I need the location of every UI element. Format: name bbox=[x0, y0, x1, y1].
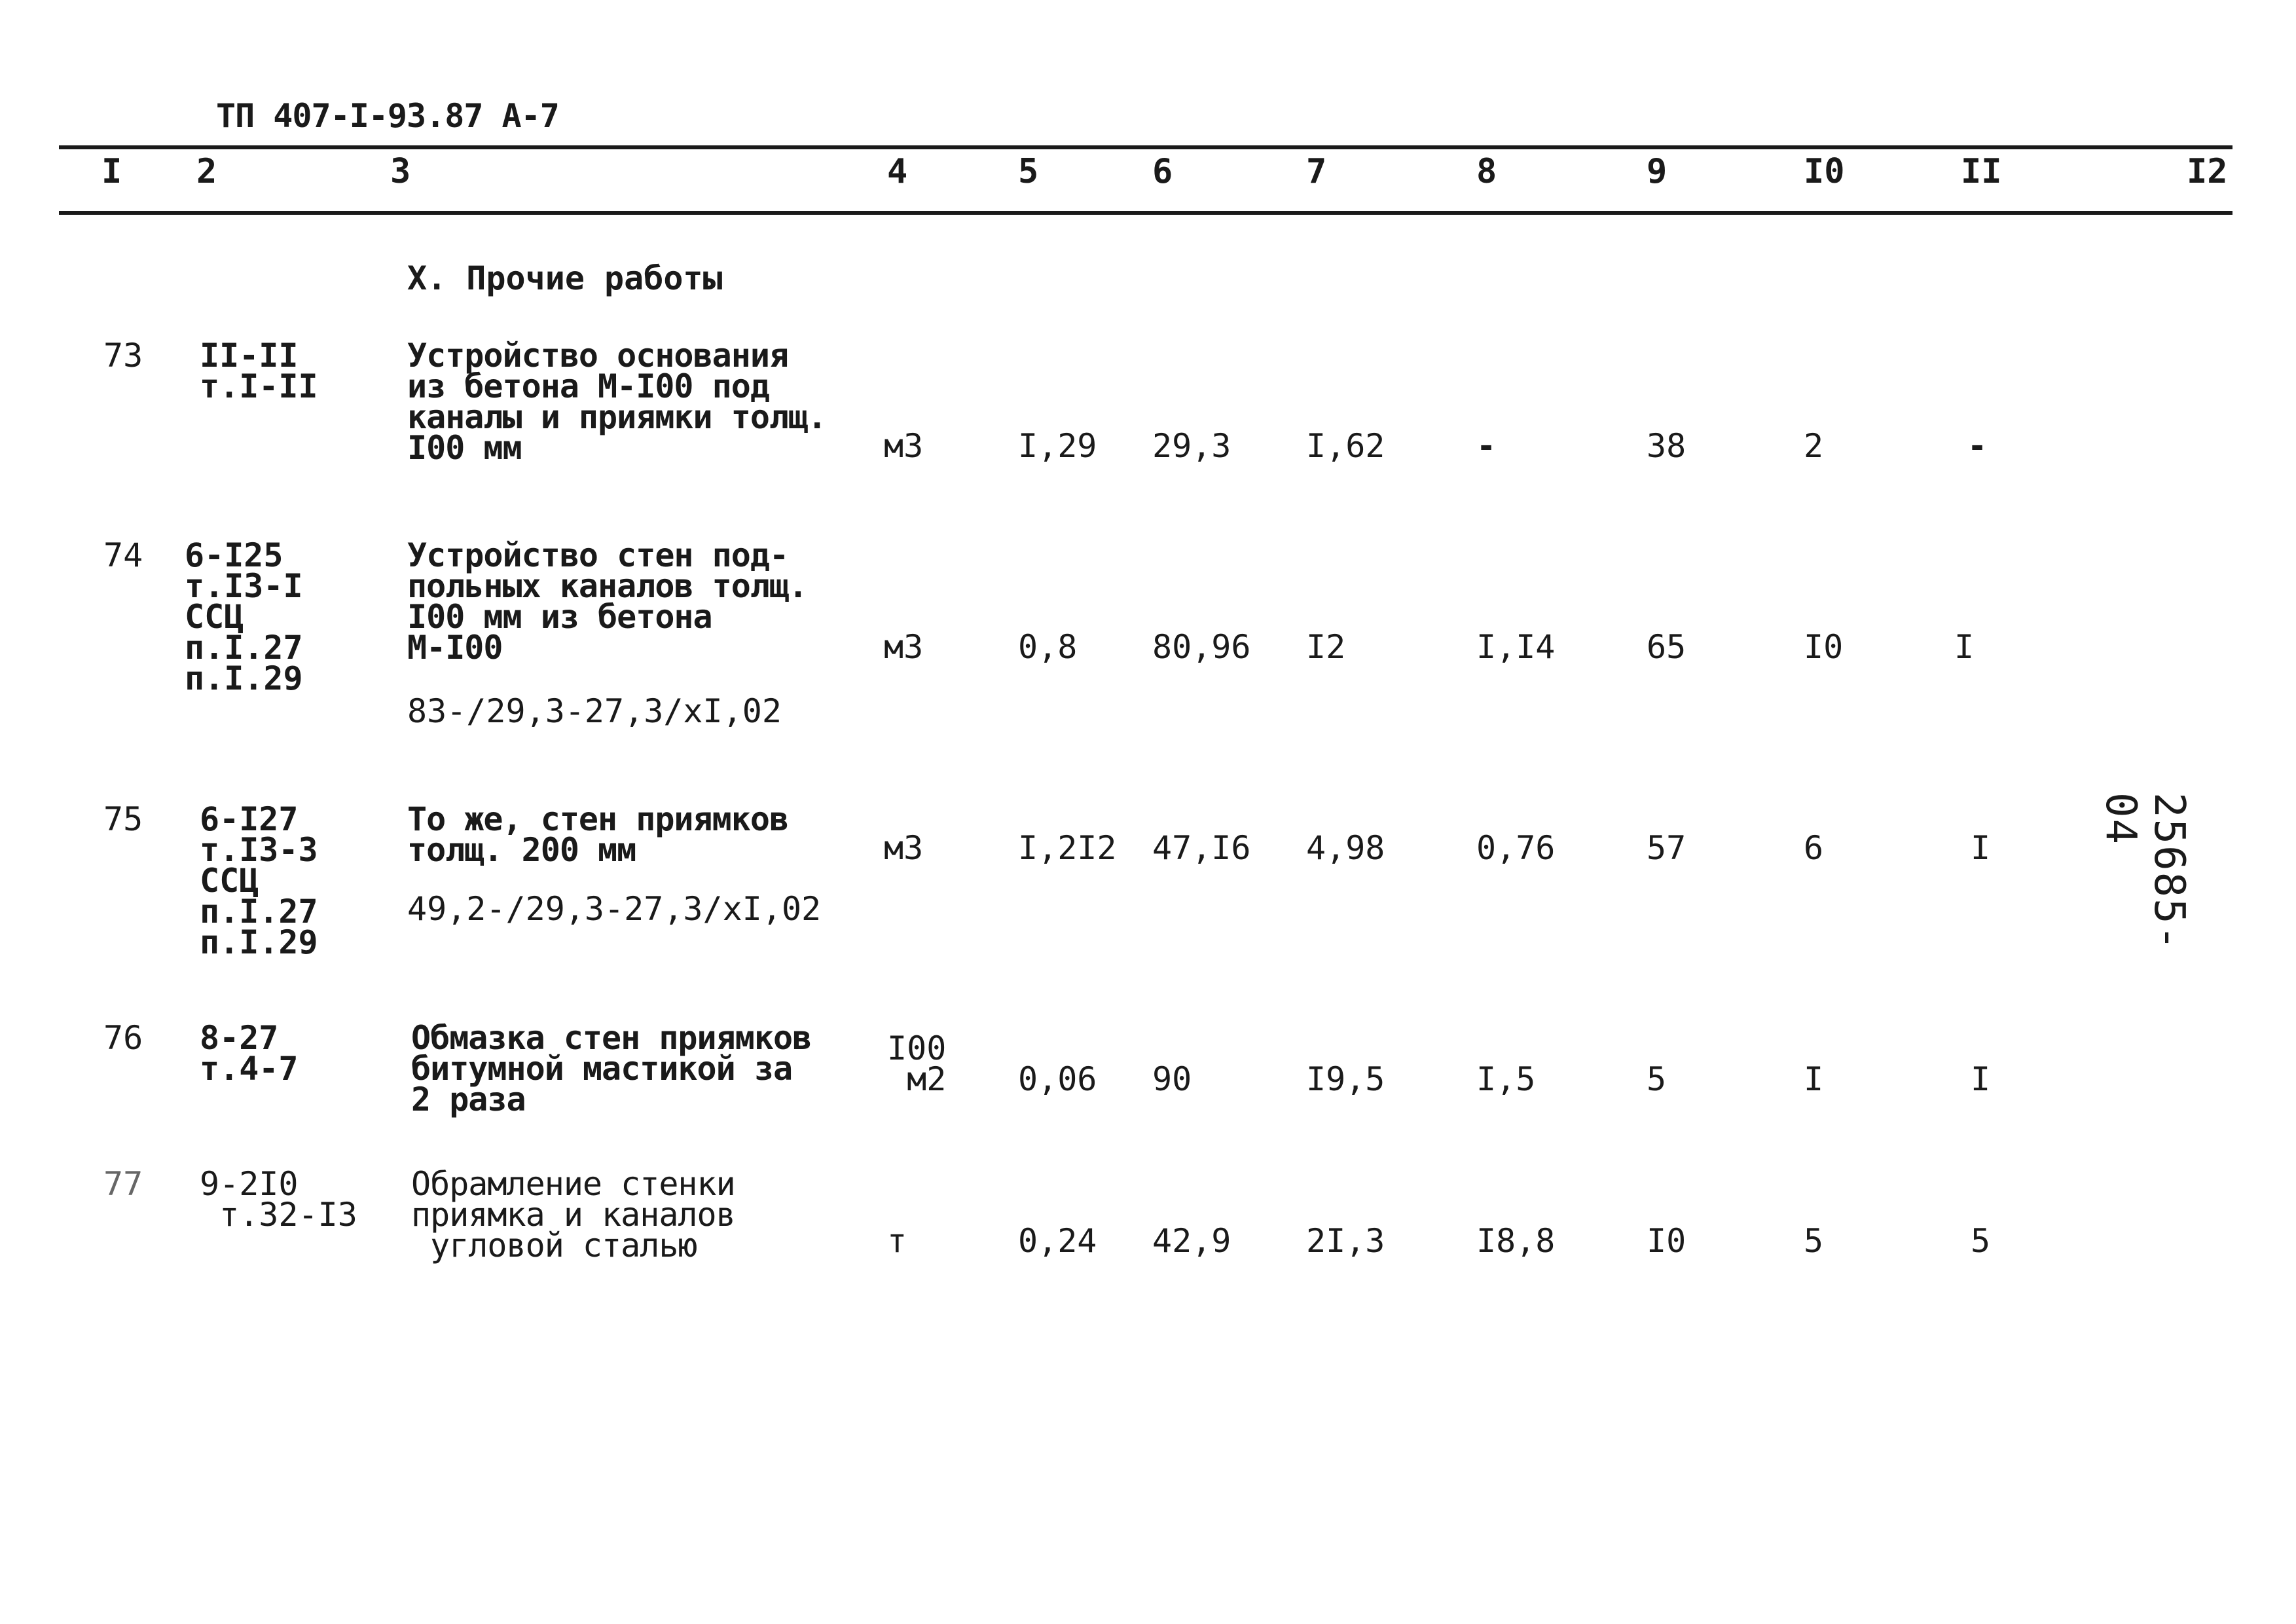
value-col-9: 65 bbox=[1647, 628, 1686, 666]
column-number-3: 3 bbox=[390, 152, 411, 191]
value-col-7: I2 bbox=[1306, 628, 1346, 666]
column-number-6: 6 bbox=[1152, 152, 1173, 191]
unit: I00 м2 bbox=[887, 1029, 947, 1098]
work-description: То же, стен приямков толщ. 200 мм bbox=[407, 800, 789, 869]
value-col-10: 5 bbox=[1804, 1222, 1824, 1260]
unit: т bbox=[887, 1222, 907, 1260]
value-col-9: I0 bbox=[1647, 1222, 1686, 1260]
norm-code: 6-I25 т.I3-I ССЦ п.I.27 п.I.29 bbox=[185, 536, 303, 697]
row-number: 73 bbox=[103, 337, 143, 375]
norm-code: II-II т.I-II bbox=[200, 337, 318, 405]
value-col-8: I,5 bbox=[1476, 1060, 1536, 1098]
work-description: Обрамление стенки приямка и каналов угловой сталью bbox=[411, 1165, 735, 1264]
unit: м3 bbox=[884, 829, 924, 867]
value-col-10: 6 bbox=[1804, 829, 1824, 867]
document-code: ТП 407-I-93.87 А-7 bbox=[216, 97, 559, 135]
column-number-9: 9 bbox=[1647, 152, 1667, 191]
value-col-6: 42,9 bbox=[1152, 1222, 1231, 1260]
cost-formula: 83-/29,3-27,3/хI,02 bbox=[407, 692, 782, 730]
value-col-11: I bbox=[1954, 628, 1975, 666]
value-col-9: 38 bbox=[1647, 427, 1686, 465]
value-col-6: 29,3 bbox=[1152, 427, 1231, 465]
value-col-8: - bbox=[1476, 427, 1497, 465]
value-col-9: 57 bbox=[1647, 829, 1686, 867]
column-number-1: I bbox=[101, 152, 122, 191]
value-col-5: 0,8 bbox=[1018, 628, 1078, 666]
row-number: 75 bbox=[103, 800, 143, 838]
work-description: Устройство основания из бетона М-I00 под каналы и приямки толщ. I00 мм bbox=[407, 337, 827, 467]
value-col-8: I,I4 bbox=[1476, 628, 1556, 666]
column-number-12: I2 bbox=[2187, 152, 2228, 191]
value-col-11: I bbox=[1971, 1060, 1991, 1098]
value-col-8: I8,8 bbox=[1476, 1222, 1556, 1260]
value-col-5: 0,24 bbox=[1018, 1222, 1097, 1260]
row-number: 77 bbox=[103, 1165, 143, 1203]
value-col-6: 90 bbox=[1152, 1060, 1192, 1098]
work-description: Обмазка стен приямков битумной мастикой за 2 раза bbox=[411, 1019, 812, 1118]
value-col-5: I,2I2 bbox=[1018, 829, 1117, 867]
work-description: Устройство стен под- польных каналов толщ. I00 мм из бетона М-I00 bbox=[407, 536, 808, 667]
norm-code: 9-2I0 т.32-I3 bbox=[200, 1165, 357, 1234]
norm-code: 8-27 т.4-7 bbox=[200, 1019, 299, 1088]
column-number-7: 7 bbox=[1306, 152, 1327, 191]
value-col-7: 2I,3 bbox=[1306, 1222, 1385, 1260]
value-col-9: 5 bbox=[1647, 1060, 1667, 1098]
cost-formula: 49,2-/29,3-27,3/хI,02 bbox=[407, 890, 822, 928]
value-col-7: I9,5 bbox=[1306, 1060, 1385, 1098]
norm-code: 6-I27 т.I3-3 ССЦ п.I.27 п.I.29 bbox=[200, 800, 318, 961]
unit: м3 bbox=[884, 427, 924, 465]
column-number-10: I0 bbox=[1804, 152, 1845, 191]
value-col-5: I,29 bbox=[1018, 427, 1097, 465]
value-col-11: I bbox=[1971, 829, 1991, 867]
row-number: 74 bbox=[103, 536, 143, 574]
row-number: 76 bbox=[103, 1019, 143, 1057]
value-col-10: I bbox=[1804, 1060, 1824, 1098]
column-number-8: 8 bbox=[1476, 152, 1497, 191]
unit: м3 bbox=[884, 628, 924, 666]
column-number-11: II bbox=[1961, 152, 2002, 191]
value-col-5: 0,06 bbox=[1018, 1060, 1097, 1098]
value-col-6: 47,I6 bbox=[1152, 829, 1251, 867]
column-number-2: 2 bbox=[196, 152, 217, 191]
header-rule-top bbox=[59, 145, 2232, 149]
value-col-6: 80,96 bbox=[1152, 628, 1251, 666]
value-col-7: 4,98 bbox=[1306, 829, 1385, 867]
value-col-11: 5 bbox=[1971, 1222, 1991, 1260]
value-col-8: 0,76 bbox=[1476, 829, 1556, 867]
header-rule-bottom bbox=[59, 211, 2232, 215]
value-col-11: - bbox=[1967, 427, 1988, 465]
column-number-5: 5 bbox=[1018, 152, 1039, 191]
column-number-4: 4 bbox=[887, 152, 908, 191]
section-title: X. Прочие работы bbox=[407, 259, 723, 297]
inventory-stamp: 25685-04 bbox=[2096, 792, 2193, 952]
value-col-10: 2 bbox=[1804, 427, 1824, 465]
value-col-7: I,62 bbox=[1306, 427, 1385, 465]
value-col-10: I0 bbox=[1804, 628, 1844, 666]
